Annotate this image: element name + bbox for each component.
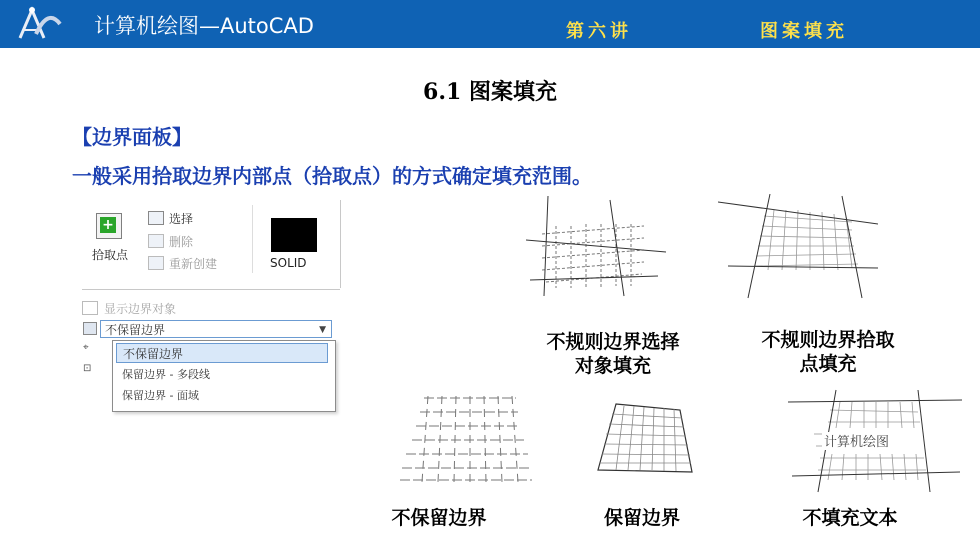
caption-line: 不规则边界选择 (546, 331, 680, 353)
caption-line: 点填充 (799, 353, 857, 375)
hatch-no-fill-text-figure (784, 388, 964, 498)
ribbon-divider (82, 289, 340, 290)
hatch-select-objects-figure (526, 196, 676, 306)
slide-title: 6.1 图案填充 (423, 79, 557, 105)
boundary-ribbon (82, 200, 341, 288)
hatch-no-boundary-figure (398, 390, 538, 486)
dropdown-option[interactable]: 保留边界 - 面域 (122, 389, 199, 402)
remove-icon (148, 234, 164, 248)
dropdown-option[interactable]: 保留边界 - 多段线 (122, 368, 210, 381)
pick-point-button[interactable] (96, 213, 122, 239)
header-bar (0, 0, 980, 48)
caption-keep: 保留边界 (603, 507, 680, 529)
intro-text: 一般采用拾取边界内部点（拾取点）的方式确定填充范围。 (72, 164, 592, 188)
dropdown-option[interactable]: 不保留边界 (116, 343, 328, 363)
select-button[interactable] (148, 210, 193, 227)
caption-no-keep: 不保留边界 (391, 507, 487, 529)
drafting-tools-icon (14, 4, 62, 42)
pick-point-label: 拾取点 (92, 248, 129, 262)
caption-line: 不规则边界拾取 (761, 329, 895, 351)
course-title: 计算机绘图—AutoCAD (94, 14, 314, 38)
lecture-number: 第六讲 (566, 21, 632, 42)
solid-label: SOLID (270, 256, 307, 270)
show-boundary-label: 显示边界对象 (104, 302, 177, 316)
origin-icon: ⊡ (83, 363, 92, 374)
hatch-pick-point-figure (718, 194, 878, 304)
show-boundary-icon (82, 301, 98, 315)
plus-icon: + (100, 217, 116, 233)
show-boundary-button[interactable] (82, 300, 176, 317)
recreate-button[interactable] (148, 255, 217, 272)
section-label: 【边界面板】 (72, 125, 192, 149)
caption-select-objects (526, 330, 700, 378)
figure-text: 计算机绘图 (824, 435, 890, 450)
boundary-panel (82, 200, 340, 442)
select-icon (148, 211, 164, 225)
caption-line: 对象填充 (574, 355, 651, 377)
select-label: 选择 (169, 212, 194, 226)
solid-swatch (271, 218, 317, 252)
remove-button[interactable] (148, 233, 193, 250)
boundary-retain-dropdown (112, 340, 336, 412)
boundary-retain-icon (83, 322, 97, 335)
remove-label: 删除 (169, 235, 194, 249)
caption-pick-point (740, 328, 916, 376)
lecture-topic: 图案填充 (760, 21, 848, 42)
pattern-gallery[interactable] (252, 205, 339, 273)
boundary-retain-select[interactable] (100, 320, 332, 338)
caption-no-fill-text: 不填充文本 (802, 507, 898, 529)
boundary-set-icon: ⌖ (83, 342, 89, 353)
recreate-icon (148, 256, 164, 270)
combo-value: 不保留边界 (105, 323, 166, 337)
hatch-keep-boundary-figure (596, 400, 696, 476)
recreate-label: 重新创建 (169, 257, 218, 271)
chevron-down-icon[interactable]: ▼ (319, 325, 326, 335)
